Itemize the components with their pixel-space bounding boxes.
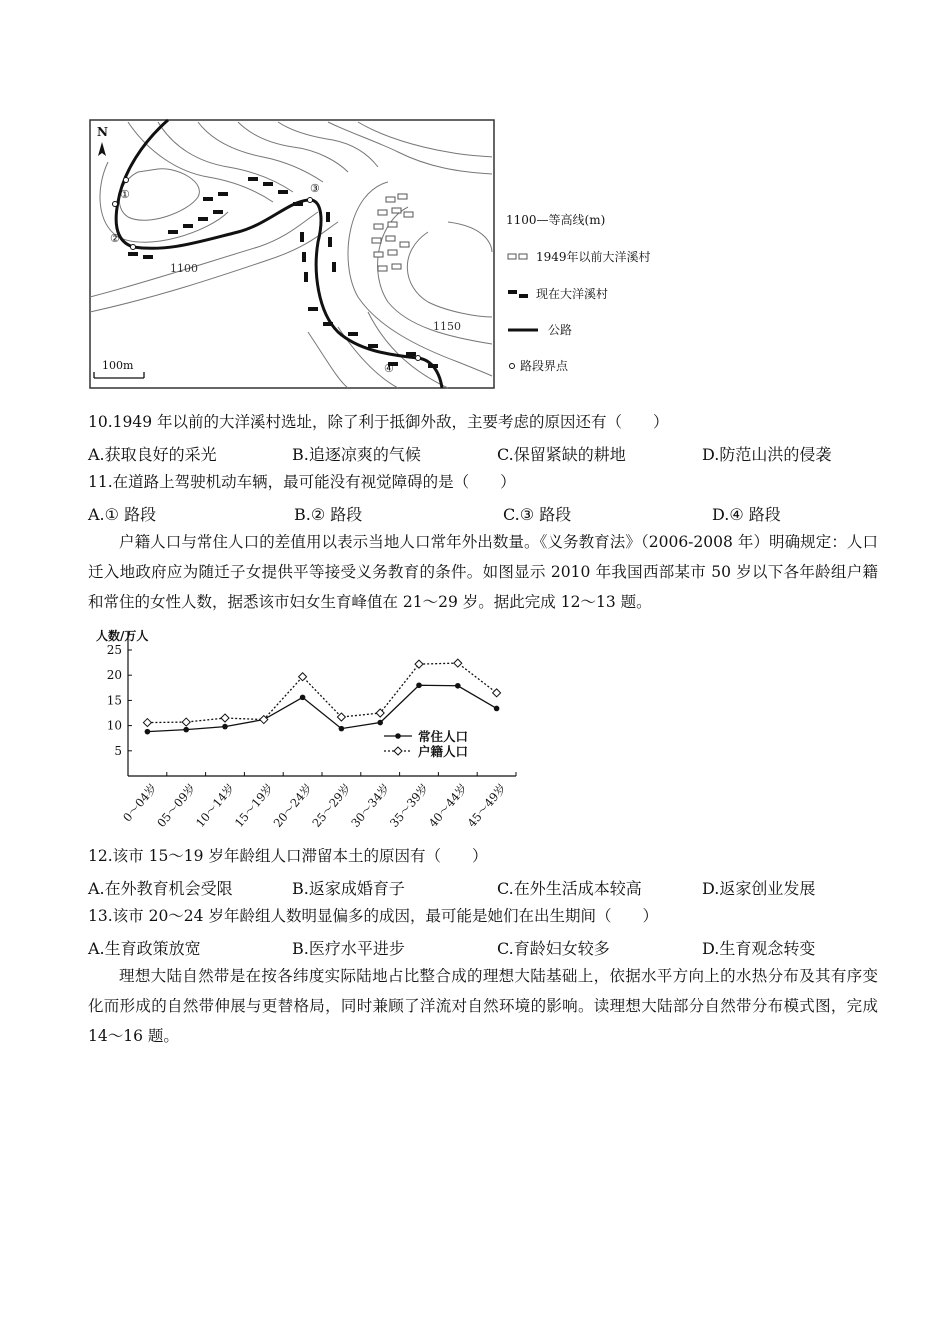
- data-point-resident: [416, 682, 422, 688]
- y-tick-label: 5: [114, 743, 122, 758]
- intro-12-13-text: 户籍人口与常住人口的差值用以表示当地人口常年外出数量。《义务教育法》（2006-2008 年）明确规定：人口迁入地政府应为随迁子女提供平等接受义务教育的条件。如图显示 2010 年我国西部某市 50 岁以下各年龄组户籍和常住的女性人数，据悉该市妇女生育峰值在 21～29 岁。据此完成 12～13 题。: [88, 533, 878, 611]
- series-line-resident: [147, 685, 496, 731]
- q13-option-c[interactable]: C.育龄妇女较多: [497, 939, 610, 958]
- x-tick-label: 15～19岁: [231, 780, 277, 830]
- q10-option-d[interactable]: D.防范山洪的侵袭: [702, 445, 832, 464]
- q10-option-b[interactable]: B.追逐凉爽的气候: [292, 445, 421, 464]
- data-point-registered: [143, 719, 151, 727]
- q10-option-c[interactable]: C.保留紧缺的耕地: [497, 445, 626, 464]
- data-point-registered: [182, 718, 190, 726]
- data-point-resident: [455, 683, 461, 689]
- y-tick-label: 25: [106, 643, 122, 657]
- q11-stem: 11.在道路上驾驶机动车辆，最可能没有视觉障碍的是（ ）: [88, 473, 516, 491]
- q12-stem: 12.该市 15～19 岁年龄组人口滞留本土的原因有（ ）: [88, 847, 488, 865]
- legend-contour: 1100—等高线(m): [506, 213, 606, 227]
- y-tick-label: 10: [106, 718, 122, 733]
- legend-marker-registered: [394, 747, 402, 755]
- q12-option-c[interactable]: C.在外生活成本较高: [497, 879, 642, 898]
- x-tick-label: 30～34岁: [348, 780, 393, 830]
- x-tick-label: 40～44岁: [425, 780, 471, 830]
- data-point-resident: [377, 720, 383, 726]
- contour-label-1100: 1100: [170, 262, 198, 275]
- data-point-resident: [494, 706, 500, 712]
- x-tick-label: 20～24岁: [270, 780, 315, 830]
- data-point-resident: [339, 726, 345, 732]
- data-point-registered: [415, 660, 423, 668]
- svg-text:N: N: [97, 125, 108, 139]
- q11-option-c[interactable]: C.③ 路段: [503, 505, 572, 524]
- data-point-registered: [221, 714, 229, 722]
- point-1: ①: [120, 188, 130, 201]
- q10-stem: 10.1949 年以前的大洋溪村选址，除了利于抵御外敌，主要考虑的原因还有（ ）: [88, 413, 669, 431]
- data-point-resident: [183, 727, 189, 733]
- q12-option-b[interactable]: B.返家成婚育子: [292, 879, 405, 898]
- q13-options: [0, 936, 950, 956]
- q11-option-b[interactable]: B.② 路段: [294, 505, 363, 524]
- x-tick-label: 05～09岁: [154, 780, 199, 830]
- q13-option-d[interactable]: D.生育观念转变: [702, 939, 816, 958]
- y-tick-label: 15: [106, 693, 122, 708]
- population-line-chart: [88, 624, 518, 840]
- q10-option-a[interactable]: A.获取良好的采光: [88, 445, 217, 464]
- intro-14-16-text: 理想大陆自然带是在按各纬度实际陆地占比整合成的理想大陆基础上，依据水平方向上的水热分布及其有序变化而形成的自然带伸展与更替格局，同时兼顾了洋流对自然环境的影响。读理想大陆部分自然带分布模式图，完成 14～16 题。: [88, 967, 878, 1045]
- intro-14-16: [88, 961, 878, 1051]
- q11-option-a[interactable]: A.① 路段: [88, 505, 157, 524]
- intro-12-13: [88, 527, 878, 617]
- x-tick-label: 45～49岁: [464, 780, 509, 830]
- data-point-registered: [299, 673, 307, 681]
- legend-old-village: 1949年以前大洋溪村: [536, 250, 651, 264]
- q10-options: [0, 442, 950, 462]
- legend-marker-resident: [395, 733, 401, 739]
- x-tick-label: 0～04岁: [120, 780, 160, 825]
- scale-label: 100m: [102, 359, 134, 372]
- x-tick-label: 25～29岁: [309, 780, 354, 830]
- y-tick-label: 20: [106, 668, 122, 683]
- q12-options: [0, 876, 950, 896]
- legend-current-village: 现在大洋溪村: [536, 287, 609, 301]
- topographic-map: [88, 112, 673, 394]
- q13-option-a[interactable]: A.生育政策放宽: [88, 939, 201, 958]
- x-tick-label: 10～14岁: [192, 780, 238, 830]
- data-point-resident: [145, 729, 151, 735]
- legend-label-resident: 常住人口: [418, 729, 469, 744]
- q12-option-a[interactable]: A.在外教育机会受限: [88, 879, 233, 898]
- y-axis-label: 人数/万人: [96, 629, 149, 643]
- q13-option-b[interactable]: B.医疗水平进步: [292, 939, 405, 958]
- data-point-resident: [222, 724, 228, 730]
- q12-option-d[interactable]: D.返家创业发展: [702, 879, 816, 898]
- data-point-resident: [300, 695, 306, 701]
- x-tick-label: 35～39岁: [386, 780, 432, 830]
- legend-point: 路段界点: [520, 359, 569, 373]
- point-3: ③: [310, 182, 320, 195]
- map-frame: [90, 120, 494, 388]
- data-point-registered: [493, 689, 501, 697]
- q11-options: [0, 502, 950, 522]
- q11-option-d[interactable]: D.④ 路段: [712, 505, 781, 524]
- contour-label-1150: 1150: [433, 320, 461, 333]
- point-4: ④: [384, 362, 394, 375]
- point-2: ②: [110, 232, 120, 245]
- data-point-registered: [454, 659, 462, 667]
- legend-road: 公路: [548, 323, 573, 337]
- data-point-registered: [337, 713, 345, 721]
- legend-label-registered: 户籍人口: [418, 744, 469, 759]
- q13-stem: 13.该市 20～24 岁年龄组人数明显偏多的成因，最可能是她们在出生期间（ ）: [88, 907, 658, 925]
- map-legend: [506, 212, 651, 373]
